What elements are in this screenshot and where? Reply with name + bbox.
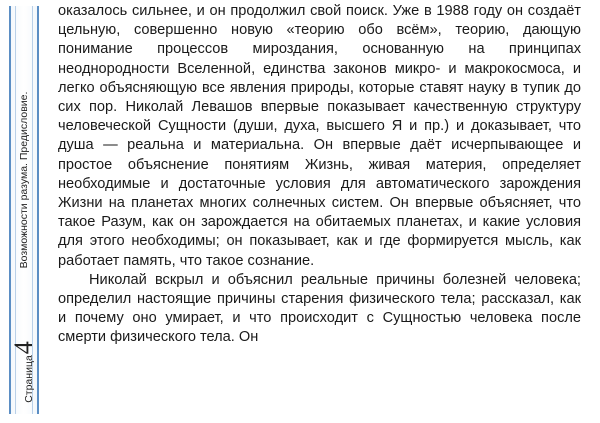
main-text <box>58 2 581 348</box>
sidebar-text-column <box>9 0 38 423</box>
book-title: Возможности разума. Предисловие. <box>18 91 30 269</box>
page-number: 4 <box>9 341 38 355</box>
paragraph-2: Николай вскрыл и объяснил реальные причины болезней человека; определил настоящие причины старения физического тела; рассказал, как и почему оно умирает, и что происходит с Сущностью человека после смерти физического тела. Он <box>58 271 581 346</box>
page-sidebar <box>0 0 47 423</box>
page-word: Страница <box>23 355 35 403</box>
page-label <box>11 341 37 403</box>
paragraph-1: оказалось сильнее, и он продолжил свой поиск. Уже в 1988 году он создаёт цельную, совершенно новую «теорию обо всём», теорию, дающую понимание процессов мироздания, основанную на принципах неоднородности Вселенной, единства законов микро- и макрокосмоса, и легко объясняющую все явления природы, которые ставят науку в тупик до сих пор. Николай Левашов впервые показывает качественную структуру человеческой Сущности (души, духа, высшего Я и пр.) и доказывает, что душа — реальна и материальна. Он впервые даёт исчерпывающее и простое объяснение понятиям Жизнь, живая материя, определяет необходимые и достаточные условия для автоматического зарождения Жизни на планетах многих солнечных систем. Он впервые объясняет, что такое Разум, как он зарождается на обитаемых планетах, и какие условия для этого необходимы; он показывает, как и где формируется мысль, как работает память, что такое сознание. <box>58 3 581 269</box>
